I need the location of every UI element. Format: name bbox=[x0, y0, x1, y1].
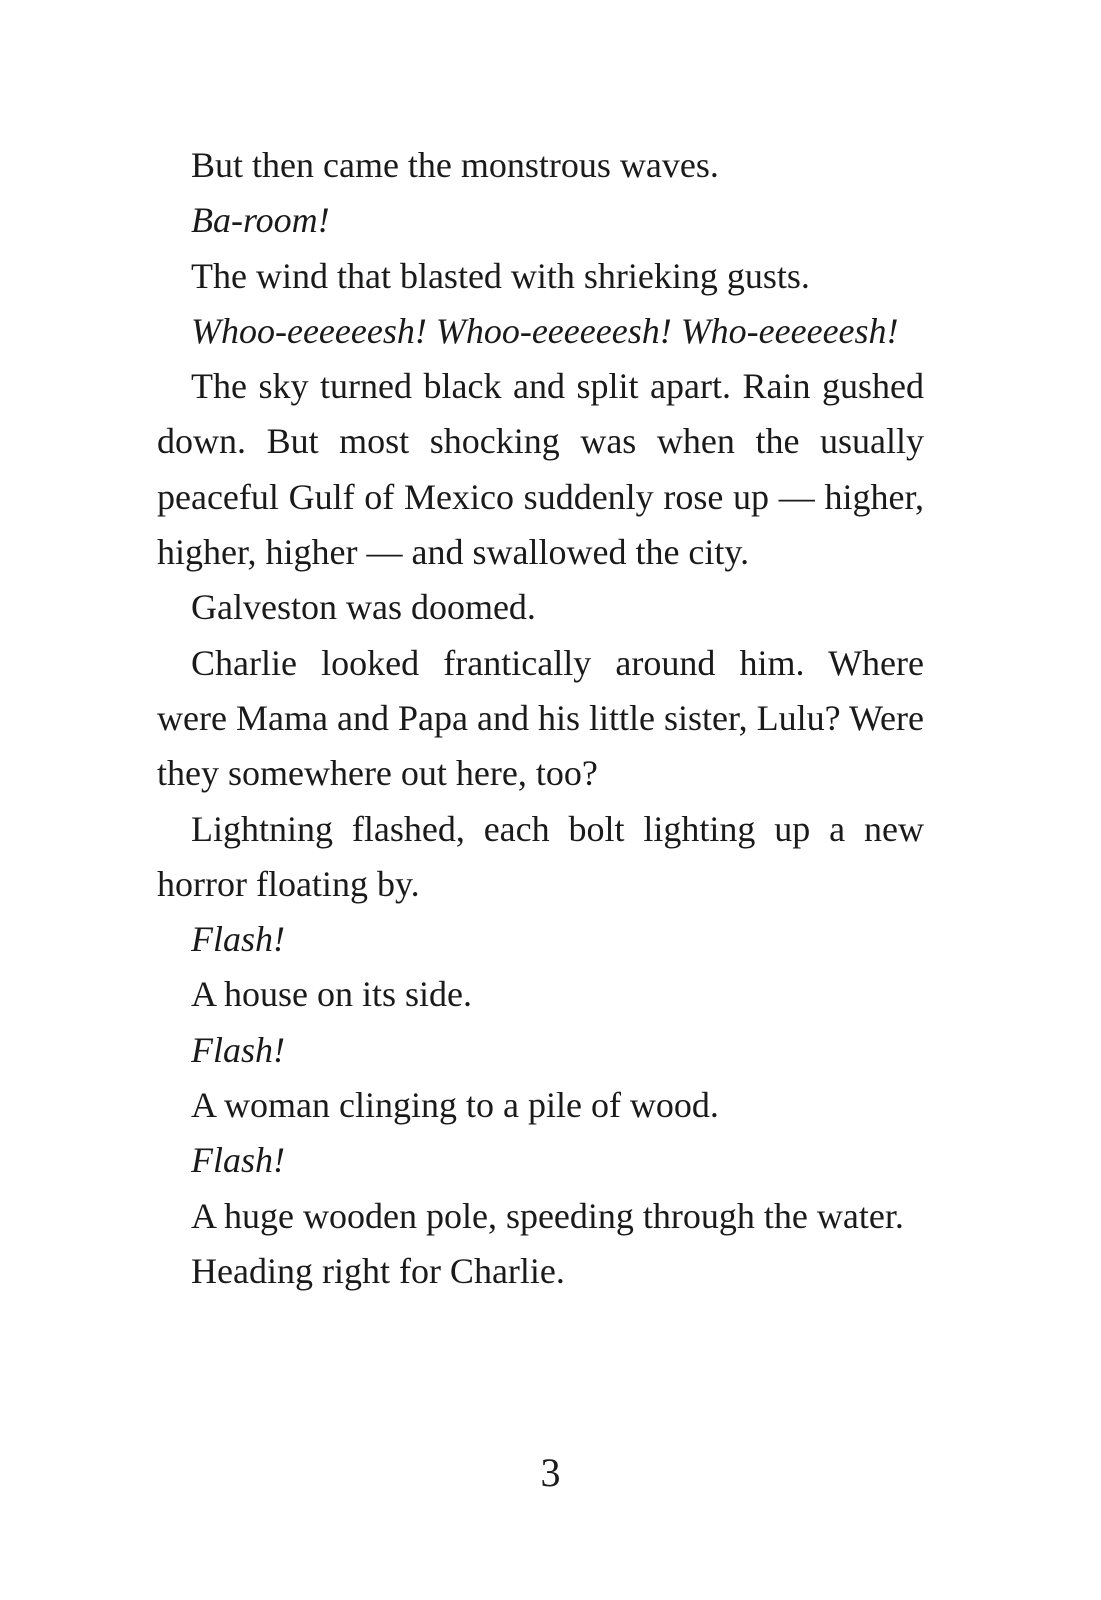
paragraph: But then came the monstrous waves. bbox=[191, 145, 719, 185]
paragraph: Heading right for Charlie. bbox=[191, 1250, 565, 1291]
paragraph: The wind that blasted with shrieking gusts. bbox=[191, 255, 810, 296]
paragraph: A huge wooden pole, speeding through the water. bbox=[191, 1195, 904, 1236]
paragraph-italic: Ba-room! bbox=[191, 200, 330, 241]
paragraph: Charlie looked frantically around him. Where were Mama and Papa and his little sister, Lulu? Were they somewhere out here, too? bbox=[157, 642, 924, 794]
paragraph: The sky turned black and split apart. Rain gushed down. But most shocking was when the usually peaceful Gulf of Mexico suddenly rose up — higher, higher, higher — and swallowed the city. bbox=[157, 366, 924, 573]
paragraph: A house on its side. bbox=[191, 974, 473, 1015]
paragraph: Galveston was doomed. bbox=[191, 587, 536, 628]
paragraph: Lightning flashed, each bolt lighting up a new horror floating by. bbox=[157, 808, 924, 904]
paragraph-italic: Flash! bbox=[191, 1029, 285, 1070]
paragraph: A woman clinging to a pile of wood. bbox=[191, 1085, 719, 1126]
paragraph-italic: Flash! bbox=[191, 1140, 285, 1181]
page-number: 3 bbox=[540, 1450, 561, 1495]
body-text bbox=[157, 138, 924, 1299]
paragraph-italic: Whoo-eeeeeesh! Whoo-eeeeeesh! Who-eeeeeesh! bbox=[191, 310, 899, 351]
paragraph-italic: Flash! bbox=[191, 919, 285, 960]
